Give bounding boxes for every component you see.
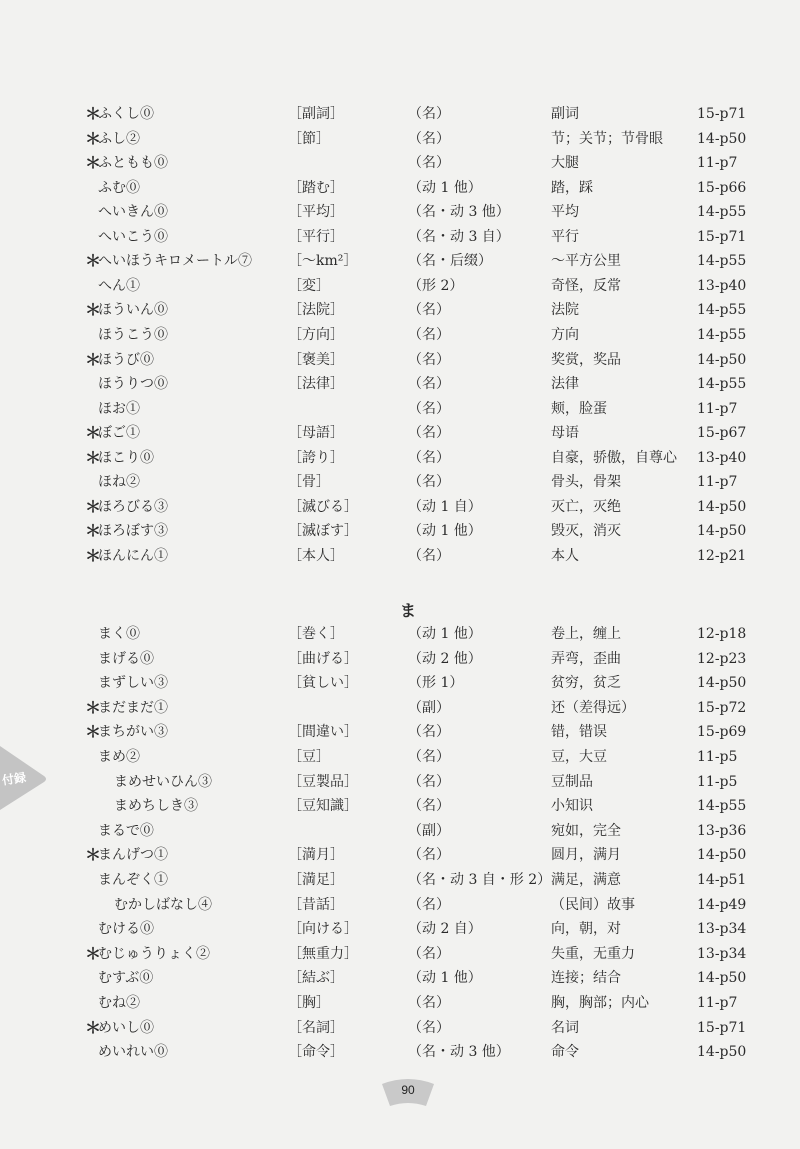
revision-star-mark: ＊: [85, 423, 102, 443]
revision-star-mark: ＊: [85, 128, 102, 148]
entry-reading: ふし②: [98, 130, 140, 147]
entry-part-of-speech: （名）: [408, 995, 450, 1011]
entry-reading: まずしい③: [98, 675, 168, 692]
entry-reading: まめちしき③: [114, 798, 198, 815]
entry-part-of-speech: （名）: [408, 1019, 450, 1036]
vocab-entry: [0, 622, 800, 646]
vocab-entry: [0, 696, 800, 720]
vocab-entry: [0, 151, 800, 175]
entry-part-of-speech: （动 2 他）: [408, 650, 482, 667]
entry-meaning: 踏，踩: [551, 179, 593, 196]
entry-meaning: 奇怪，反常: [551, 277, 621, 294]
entry-reading: ふくし⓪: [98, 106, 154, 122]
vocab-entry: [0, 397, 800, 421]
entry-kanji: ［満足］: [288, 872, 344, 888]
vocab-entry: [0, 843, 800, 867]
entry-part-of-speech: （名）: [408, 425, 450, 442]
entry-lesson-reference: 14-p50: [697, 130, 747, 147]
entry-lesson-reference: 14-p50: [697, 351, 747, 368]
entry-lesson-reference: 12-p23: [697, 650, 747, 667]
vocab-entry: [0, 544, 800, 568]
page-number: 90: [401, 1083, 415, 1097]
entry-lesson-reference: 15-p71: [697, 106, 747, 122]
entry-meaning: 方向: [551, 326, 579, 343]
entry-meaning: 副词: [551, 106, 579, 122]
entry-reading: まるで⓪: [98, 822, 154, 839]
entry-reading: まげる⓪: [98, 650, 154, 667]
revision-star-mark: ＊: [85, 545, 102, 565]
entry-lesson-reference: 11-p7: [697, 400, 738, 417]
entry-lesson-reference: 15-p71: [697, 228, 747, 245]
vocab-entry: [0, 991, 800, 1015]
entry-kanji: ［巻く］: [288, 626, 344, 642]
entry-reading: ほうこう⓪: [98, 326, 168, 343]
entry-lesson-reference: 14-p50: [697, 1044, 747, 1061]
entry-meaning: 法律: [551, 376, 579, 393]
entry-part-of-speech: （名）: [408, 400, 450, 417]
entry-reading: まんぞく①: [98, 872, 168, 888]
entry-meaning: 奖赏，奖品: [551, 351, 621, 368]
entry-kanji: ［曲げる］: [288, 650, 358, 667]
entry-lesson-reference: 14-p55: [697, 376, 747, 393]
entry-part-of-speech: （名）: [408, 773, 450, 790]
entry-meaning: 大腿: [551, 155, 579, 172]
entry-kanji: ［平均］: [288, 204, 344, 221]
vocab-entry: [0, 127, 800, 151]
entry-meaning: ～平方公里: [551, 253, 621, 270]
entry-reading: ほんにん①: [98, 547, 168, 564]
entry-lesson-reference: 15-p67: [697, 425, 747, 442]
entry-lesson-reference: 11-p7: [697, 155, 738, 172]
vocab-entry: [0, 819, 800, 843]
entry-meaning: 颊，脸蛋: [551, 400, 607, 417]
entry-part-of-speech: （名）: [408, 326, 450, 343]
entry-reading: むける⓪: [98, 921, 154, 938]
vocab-entry: [0, 323, 800, 347]
revision-star-mark: ＊: [85, 1017, 102, 1037]
vocab-entry: [0, 421, 800, 445]
revision-star-mark: ＊: [85, 300, 102, 320]
entry-reading: ふむ⓪: [98, 179, 140, 196]
entry-reading: ふともも⓪: [98, 155, 168, 172]
entry-meaning: 失重，无重力: [551, 945, 635, 962]
entry-kanji: ［踏む］: [288, 179, 344, 196]
vocab-entry: [0, 671, 800, 695]
entry-part-of-speech: （形 1）: [408, 675, 464, 692]
entry-kanji: ［～km²］: [288, 253, 358, 270]
entry-part-of-speech: （名・动 3 自・形 2）: [408, 872, 552, 888]
revision-star-mark: ＊: [85, 697, 102, 717]
vocab-entry: [0, 446, 800, 470]
entry-kanji: ［方向］: [288, 326, 344, 343]
vocab-entry: [0, 720, 800, 744]
entry-part-of-speech: （名）: [408, 896, 450, 913]
appendix-tab-label: 付録: [1, 770, 27, 788]
vocab-entry: [0, 102, 800, 126]
revision-star-mark: ＊: [85, 447, 102, 467]
entry-meaning: 满足，满意: [551, 872, 621, 888]
entry-part-of-speech: （名）: [408, 376, 450, 393]
entry-lesson-reference: 11-p5: [697, 749, 738, 765]
entry-meaning: 法院: [551, 302, 579, 319]
entry-lesson-reference: 13-p34: [697, 945, 747, 962]
entry-reading: むね②: [98, 995, 140, 1011]
entry-kanji: ［副詞］: [288, 106, 344, 122]
section-heading-ma: ま: [400, 601, 417, 620]
entry-part-of-speech: （名・后缀）: [408, 253, 492, 270]
entry-part-of-speech: （名）: [408, 749, 450, 765]
entry-kanji: ［豆］: [288, 749, 330, 765]
entry-meaning: 节；关节；节骨眼: [551, 130, 663, 147]
revision-star-mark: ＊: [85, 521, 102, 541]
entry-part-of-speech: （名・动 3 自）: [408, 228, 510, 245]
entry-kanji: ［豆知識］: [288, 798, 358, 815]
entry-meaning: 灭亡，灭绝: [551, 498, 621, 515]
entry-lesson-reference: 14-p50: [697, 675, 747, 692]
entry-part-of-speech: （名）: [408, 449, 450, 466]
vocab-entry: [0, 348, 800, 372]
vocab-entry: [0, 249, 800, 273]
entry-part-of-speech: （动 1 自）: [408, 498, 482, 515]
entry-meaning: 弄弯，歪曲: [551, 650, 621, 667]
entry-kanji: ［間違い］: [288, 724, 358, 741]
entry-meaning: 圆月，满月: [551, 847, 621, 864]
entry-lesson-reference: 14-p50: [697, 498, 747, 515]
entry-part-of-speech: （动 1 他）: [408, 970, 482, 987]
vocab-entry: [0, 200, 800, 224]
entry-lesson-reference: 14-p51: [697, 872, 747, 888]
entry-meaning: 自豪，骄傲，自尊心: [551, 449, 677, 466]
vocab-entry: [0, 470, 800, 494]
entry-meaning: 平均: [551, 204, 579, 221]
vocab-entry: [0, 298, 800, 322]
entry-reading: へいこう⓪: [98, 228, 168, 245]
entry-reading: まめ②: [98, 749, 140, 765]
vocab-entry: [0, 1016, 800, 1040]
entry-meaning: 平行: [551, 228, 579, 245]
entry-meaning: 豆，大豆: [551, 749, 607, 765]
entry-reading: まんげつ①: [98, 847, 168, 864]
entry-reading: ほお①: [98, 400, 140, 417]
revision-star-mark: ＊: [85, 722, 102, 742]
entry-reading: ほろびる③: [98, 498, 168, 515]
vocab-entry: [0, 1040, 800, 1064]
vocab-entry: [0, 372, 800, 396]
entry-reading: まめせいひん③: [114, 773, 212, 790]
entry-kanji: ［結ぶ］: [288, 970, 344, 987]
entry-lesson-reference: 13-p40: [697, 277, 747, 294]
entry-kanji: ［滅ぼす］: [288, 523, 358, 540]
vocab-entry: [0, 225, 800, 249]
entry-part-of-speech: （名）: [408, 106, 450, 122]
entry-lesson-reference: 14-p55: [697, 326, 747, 343]
vocab-entry: [0, 647, 800, 671]
entry-part-of-speech: （名）: [408, 798, 450, 815]
entry-part-of-speech: （动 1 他）: [408, 523, 482, 540]
entry-reading: ほこり⓪: [98, 449, 154, 466]
entry-reading: ほね②: [98, 474, 140, 491]
entry-reading: めいし⓪: [98, 1019, 154, 1036]
entry-kanji: ［骨］: [288, 474, 330, 491]
entry-part-of-speech: （动 1 他）: [408, 179, 482, 196]
entry-meaning: 豆制品: [551, 773, 593, 790]
entry-kanji: ［豆製品］: [288, 773, 358, 790]
entry-meaning: （民间）故事: [551, 896, 635, 913]
entry-part-of-speech: （名）: [408, 945, 450, 962]
entry-kanji: ［褒美］: [288, 351, 344, 368]
entry-meaning: 还（差得远）: [551, 699, 635, 716]
entry-part-of-speech: （名・动 3 他）: [408, 204, 510, 221]
revision-star-mark: ＊: [85, 496, 102, 516]
vocab-entry: [0, 770, 800, 794]
entry-lesson-reference: 14-p50: [697, 847, 747, 864]
vocab-entry: [0, 942, 800, 966]
entry-part-of-speech: （名）: [408, 724, 450, 741]
entry-kanji: ［貧しい］: [288, 675, 358, 692]
entry-kanji: ［滅びる］: [288, 498, 358, 515]
entry-part-of-speech: （名）: [408, 130, 450, 147]
revision-star-mark: ＊: [85, 349, 102, 369]
entry-reading: めいれい⓪: [98, 1044, 168, 1061]
entry-kanji: ［本人］: [288, 547, 344, 564]
entry-meaning: 毁灭，消灭: [551, 523, 621, 540]
entry-part-of-speech: （名）: [408, 302, 450, 319]
entry-lesson-reference: 11-p7: [697, 995, 738, 1011]
revision-star-mark: ＊: [85, 943, 102, 963]
entry-reading: ほろぼす③: [98, 523, 168, 540]
entry-meaning: 本人: [551, 547, 579, 564]
entry-meaning: 骨头，骨架: [551, 474, 621, 491]
entry-lesson-reference: 14-p55: [697, 798, 747, 815]
entry-kanji: ［向ける］: [288, 921, 358, 938]
entry-lesson-reference: 14-p55: [697, 253, 747, 270]
entry-reading: むじゅうりょく②: [98, 945, 210, 962]
entry-kanji: ［無重力］: [288, 945, 358, 962]
entry-lesson-reference: 15-p71: [697, 1019, 747, 1036]
entry-meaning: 命令: [551, 1044, 579, 1061]
entry-meaning: 胸，胸部；内心: [551, 995, 649, 1011]
entry-kanji: ［満月］: [288, 847, 344, 864]
entry-part-of-speech: （名・动 3 他）: [408, 1044, 510, 1061]
entry-kanji: ［胸］: [288, 995, 330, 1011]
entry-part-of-speech: （副）: [408, 699, 450, 716]
entry-part-of-speech: （名）: [408, 847, 450, 864]
entry-part-of-speech: （副）: [408, 822, 450, 839]
entry-lesson-reference: 11-p5: [697, 773, 738, 790]
entry-reading: へいきん⓪: [98, 204, 168, 221]
entry-meaning: 卷上，缠上: [551, 626, 621, 642]
vocab-entry: [0, 868, 800, 892]
entry-reading: ほういん⓪: [98, 302, 168, 319]
entry-reading: まだまだ①: [98, 699, 168, 716]
entry-meaning: 向，朝，对: [551, 921, 621, 938]
vocab-entry: [0, 745, 800, 769]
entry-reading: むすぶ⓪: [98, 970, 154, 987]
entry-lesson-reference: 14-p50: [697, 970, 747, 987]
entry-kanji: ［平行］: [288, 228, 344, 245]
entry-kanji: ［変］: [288, 277, 330, 294]
entry-lesson-reference: 15-p69: [697, 724, 747, 741]
vocab-entry: [0, 966, 800, 990]
vocab-entry: [0, 893, 800, 917]
entry-meaning: 错，错误: [551, 724, 607, 741]
entry-lesson-reference: 14-p55: [697, 204, 747, 221]
entry-lesson-reference: 11-p7: [697, 474, 738, 491]
vocab-entry: [0, 274, 800, 298]
entry-reading: むかしばなし④: [114, 896, 212, 913]
entry-lesson-reference: 12-p18: [697, 626, 747, 642]
entry-lesson-reference: 13-p36: [697, 822, 747, 839]
entry-part-of-speech: （名）: [408, 547, 450, 564]
entry-reading: まく⓪: [98, 626, 140, 642]
entry-lesson-reference: 15-p66: [697, 179, 747, 196]
entry-kanji: ［節］: [288, 130, 330, 147]
vocab-entry: [0, 495, 800, 519]
entry-reading: ほうび⓪: [98, 351, 154, 368]
entry-part-of-speech: （名）: [408, 155, 450, 172]
entry-part-of-speech: （动 1 他）: [408, 626, 482, 642]
entry-meaning: 贫穷，贫乏: [551, 675, 621, 692]
entry-kanji: ［母語］: [288, 425, 344, 442]
entry-kanji: ［法律］: [288, 376, 344, 393]
entry-meaning: 小知识: [551, 798, 593, 815]
entry-lesson-reference: 14-p49: [697, 896, 747, 913]
revision-star-mark: ＊: [85, 845, 102, 865]
entry-part-of-speech: （动 2 自）: [408, 921, 482, 938]
entry-lesson-reference: 15-p72: [697, 699, 747, 716]
revision-star-mark: ＊: [85, 104, 102, 123]
entry-meaning: 名词: [551, 1019, 579, 1036]
entry-reading: へん①: [98, 277, 140, 294]
entry-meaning: 连接；结合: [551, 970, 621, 987]
entry-reading: ぼご①: [98, 425, 140, 442]
entry-part-of-speech: （名）: [408, 351, 450, 368]
entry-lesson-reference: 13-p34: [697, 921, 747, 938]
entry-kanji: ［名詞］: [288, 1019, 344, 1036]
entry-meaning: 母语: [551, 425, 579, 442]
revision-star-mark: ＊: [85, 153, 102, 173]
entry-reading: ほうりつ⓪: [98, 376, 168, 393]
entry-part-of-speech: （形 2）: [408, 277, 464, 294]
entry-part-of-speech: （名）: [408, 474, 450, 491]
entry-reading: へいほうキロメートル⑦: [98, 253, 252, 270]
entry-meaning: 宛如，完全: [551, 822, 621, 839]
entry-kanji: ［昔話］: [288, 896, 344, 913]
entry-kanji: ［法院］: [288, 302, 344, 319]
entry-lesson-reference: 14-p50: [697, 523, 747, 540]
entry-kanji: ［誇り］: [288, 449, 344, 466]
revision-star-mark: ＊: [85, 251, 102, 271]
vocab-entry: [0, 917, 800, 941]
entry-lesson-reference: 14-p55: [697, 302, 747, 319]
entry-lesson-reference: 12-p21: [697, 547, 747, 564]
vocab-entry: [0, 794, 800, 818]
vocab-entry: [0, 176, 800, 200]
entry-kanji: ［命令］: [288, 1044, 344, 1061]
vocab-entry: [0, 519, 800, 543]
entry-lesson-reference: 13-p40: [697, 449, 747, 466]
entry-reading: まちがい③: [98, 724, 168, 741]
